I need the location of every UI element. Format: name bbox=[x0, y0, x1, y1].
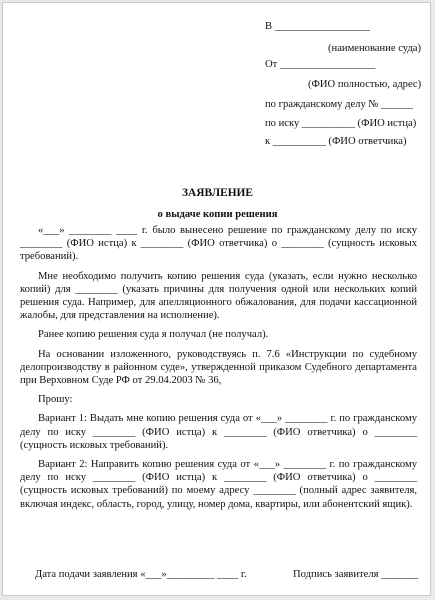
document-body bbox=[20, 224, 417, 517]
header-from-caption: (ФИО полностью, адрес) bbox=[308, 79, 422, 90]
paragraph-variant-1: Вариант 1: Выдать мне копию решения суда от «___» ________ г. по гражданскому делу по иску ________ (ФИО истца) к ________ (ФИО ответчика) о ________ (сущность исковых требований). bbox=[20, 413, 417, 451]
header-plaintiff: по иску __________ (ФИО истца) bbox=[265, 118, 417, 129]
paragraph-request: Прошу: bbox=[38, 394, 73, 406]
document-title: ЗАЯВЛЕНИЕ bbox=[181, 187, 254, 199]
paragraph-need-copy: Мне необходимо получить копию решения суда (указать, если нужно несколько копий) для ________ (указать причины для получения одной или нескольких копий решения суда. Например, для апелляционного обжалования, для подачи кассационной жалобы, для представления на исполнение). bbox=[20, 270, 417, 322]
applicant-signature: Подпись заявителя _______ bbox=[293, 569, 419, 580]
application-date: Дата подачи заявления «___»_________ ____ г. bbox=[35, 569, 247, 580]
paragraph-variant-2: Вариант 2: Направить копию решения суда от «___» ________ г. по гражданскому делу по иску ________ (ФИО истца) к ________ (ФИО ответчика) о ________ (сущность исковых требований) по моему адресу ________ (полный адрес заявителя, включая индекс, область, город, улицу, номер дома, квартиры, или абонентский ящик). bbox=[20, 459, 417, 510]
paragraph-decision: «___» ________ ____ г. было вынесено решение по гражданскому делу по иску ________ (ФИО истца) к ________ (ФИО ответчика) о ________ (сущность исковых требований). bbox=[20, 225, 417, 263]
header-from: От __________________ bbox=[265, 59, 376, 70]
header-case-number: по гражданскому делу № ______ bbox=[265, 99, 413, 110]
document-subtitle: о выдаче копии решения bbox=[157, 209, 278, 220]
paragraph-previous-copy: Ранее копию решения суда я получал (не получал). bbox=[38, 329, 269, 341]
paragraph-legal-basis: На основании изложенного, руководствуясь п. 7.6 «Инструкции по судебному делопроизводству в районном суде», утвержденной приказом Судебного департамента при Верховном Суде РФ от 29.04.2003 № 36, bbox=[20, 348, 417, 387]
header-court: В __________________ bbox=[265, 21, 371, 32]
document-page bbox=[2, 2, 431, 596]
header-defendant: к __________ (ФИО ответчика) bbox=[265, 136, 407, 147]
header-court-caption: (наименование суда) bbox=[328, 43, 422, 54]
